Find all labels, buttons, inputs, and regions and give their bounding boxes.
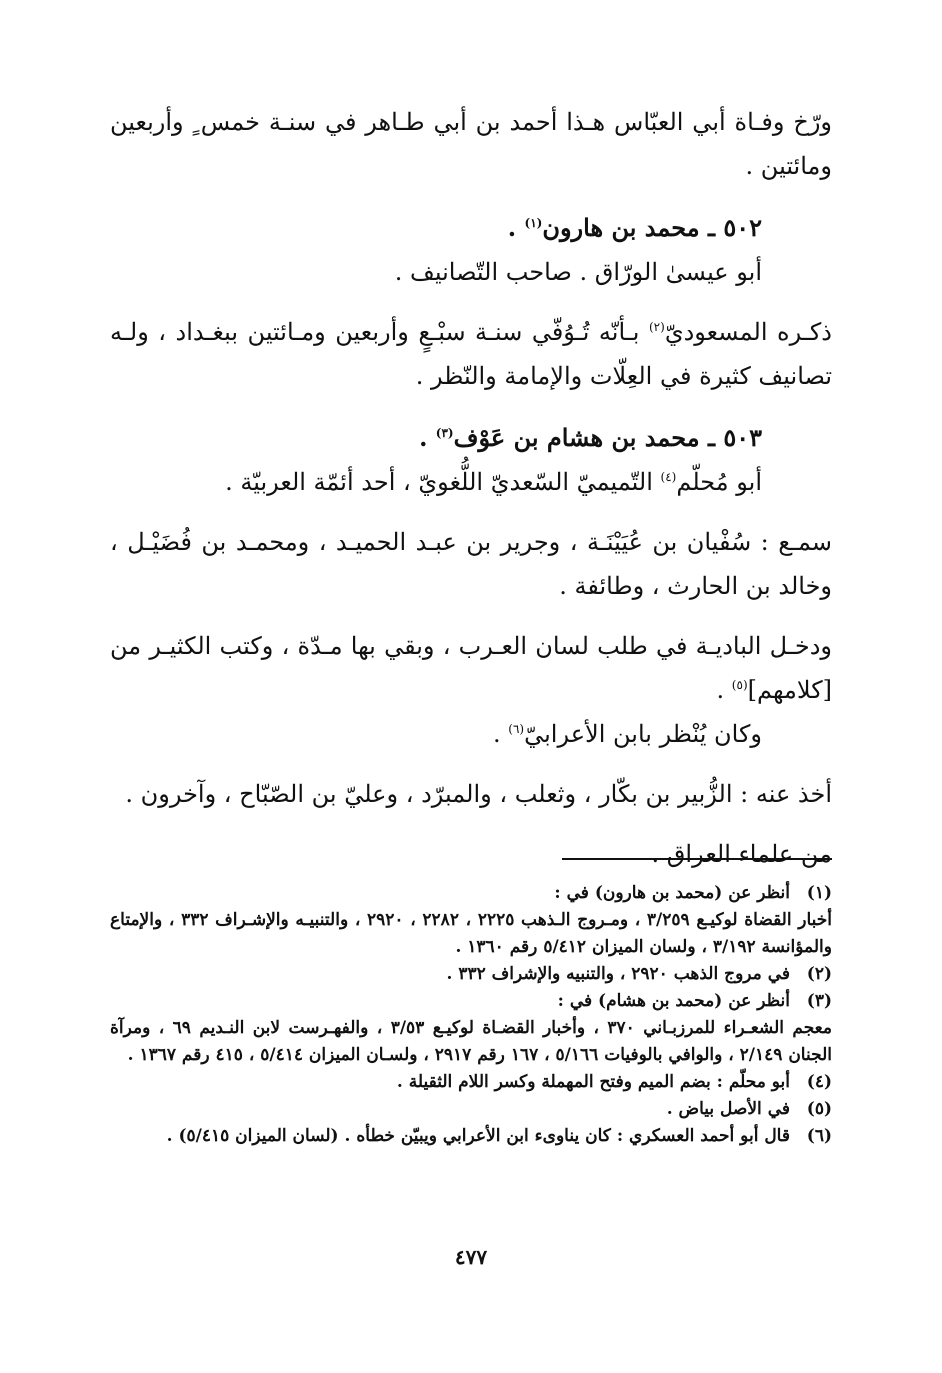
footnote-number: (٤) [806, 1072, 832, 1092]
paragraph-masudi [110, 310, 832, 398]
footnote-number: (٢) [806, 964, 832, 984]
entry-502-end: . [507, 213, 525, 242]
paragraph-ibn-arabi-text: وكان يُنْظر بابن الأعرابيّ [524, 720, 762, 748]
footnote-body [110, 1069, 790, 1096]
footnote-mark-1[interactable]: (١) [524, 216, 543, 230]
page-number: ٤٧٧ [454, 1245, 488, 1269]
paragraph-students: أخذ عنه : الزُّبير بن بكّار ، وثعلب ، والمبرّد ، وعليّ بن الصّبّاح ، وآخرون . [125, 780, 832, 808]
footnote-3-continuation: معجم الشعـراء للمرزبـاني ٣٧٠ ، وأخبار القضـاة لوكيـع ٣/٥٣ ، والفهـرست لابن النـديم ٦٩ ، ومرآة الجنان ٢/١٤٩ ، والوافي بالوفيات ٥/١٦٦ ، ١٦٧ رقم ٢٩١٧ ، ولسـان الميزان ٥/٤١٤ ، ٤١٥ رقم ١٣٦٧ . [110, 1018, 832, 1065]
footnote-line: أبو محلّم : بضم الميم وفتح المهملة وكسر اللام الثقيلة . [396, 1072, 790, 1092]
footnote-number: (١) [806, 883, 832, 903]
entry-503-kunya-rest: التّميميّ السّعديّ اللُّغويّ ، أحد أئمّة العربيّة . [225, 468, 661, 496]
footnote-line: أنظر عن (محمد بن هشام) في : [557, 991, 790, 1011]
paragraph-masudi-rest: بـأنّه تُـوُفّي سنـة سبْـعٍ وأربعين ومـائتين ببغـداد ، ولـه تصانيف كثيرة في العِلّات والإمامة والنّظر . [110, 318, 832, 390]
footnote-5 [110, 1096, 832, 1123]
entry-503-heading [110, 416, 762, 460]
entry-502-heading [110, 206, 762, 250]
footnote-line: أنظر عن (محمد بن هارون) في : [554, 883, 790, 903]
footnote-mark-3[interactable]: (٣) [435, 426, 454, 440]
footnote-2 [110, 961, 832, 988]
footnote-mark-5[interactable]: (٥) [731, 678, 748, 692]
paragraph-desert [110, 624, 832, 712]
footnote-mark-2[interactable]: (٢) [648, 320, 665, 334]
footnote-body [110, 961, 790, 988]
entry-502-title: ٥٠٢ ـ محمد بن هارون [542, 213, 762, 242]
entry-502-kunya: أبو عيسىٰ الورّاق . صاحب التّصانيف . [394, 258, 762, 286]
footnote-line: قال أبو أحمد العسكري : كان يناوىء ابن الأعرابي ويبيّن خطأه . (لسان الميزان ٥/٤١٥) . [166, 1126, 790, 1146]
footnote-divider [562, 858, 832, 860]
footnote-4 [110, 1069, 832, 1096]
footnote-1 [110, 880, 832, 907]
paragraph-masudi-start: ذكـره المسعوديّ [664, 318, 832, 346]
footnote-body [110, 988, 790, 1015]
paragraph-desert-end: . [716, 676, 732, 704]
footnote-mark-6[interactable]: (٦) [508, 722, 525, 736]
main-text [110, 100, 832, 876]
footnote-body [110, 1123, 790, 1150]
entry-503-end: . [419, 423, 436, 452]
entry-503-kunya-start: أبو مُحلّم [676, 468, 762, 496]
footnote-body [110, 1096, 790, 1123]
footnote-line: في الأصل بياض . [666, 1099, 790, 1119]
paragraph-teachers: سمـع : سُفْيان بن عُيَيْنَـة ، وجرير بن عبـد الحميـد ، ومحمـد بن فُضَيْـل ، وخالد بن الحارث ، وطائفة . [110, 528, 832, 600]
footnotes [110, 880, 832, 1150]
footnote-mark-4[interactable]: (٤) [660, 470, 677, 484]
paragraph-ibn-arabi-end: . [493, 720, 509, 748]
footnote-number: (٥) [806, 1099, 832, 1119]
paragraph-ibn-arabi [110, 712, 762, 756]
footnote-3 [110, 988, 832, 1015]
paragraph-iraq: من علماء العراق . [651, 840, 832, 868]
footnote-6 [110, 1123, 832, 1150]
footnote-line: في مروج الذهب ٢٩٢٠ ، والتنبيه والإشراف ٣٣٢ . [446, 964, 790, 984]
footnote-number: (٦) [806, 1126, 832, 1146]
paragraph-death-date: ورّخ وفـاة أبي العبّاس هـذا أحمد بن أبي طـاهر في سنـة خمس ٍ وأربعين ومائتين . [110, 108, 832, 180]
paragraph-desert-text: ودخـل الباديـة في طلب لسان العـرب ، وبقي بها مـدّة ، وكتب الكثيـر من [كلامهم] [110, 632, 832, 704]
entry-503-title: ٥٠٣ ـ محمد بن هشام بن عَوْف [453, 423, 762, 452]
entry-503-kunya [110, 460, 762, 504]
footnote-body [110, 880, 790, 907]
footnote-number: (٣) [806, 991, 832, 1011]
footnote-1-continuation: أخبار القضاة لوكيـع ٣/٢٥٩ ، ومـروج الـذهب ٢٢٢٥ ، ٢٢٨٢ ، ٢٩٢٠ ، والتنبيـه والإشـراف ٣٣٢ ، والإمتاع والمؤانسة ٣/١٩٢ ، ولسان الميزان ٥/٤١٢ رقم ١٣٦٠ . [110, 910, 833, 957]
